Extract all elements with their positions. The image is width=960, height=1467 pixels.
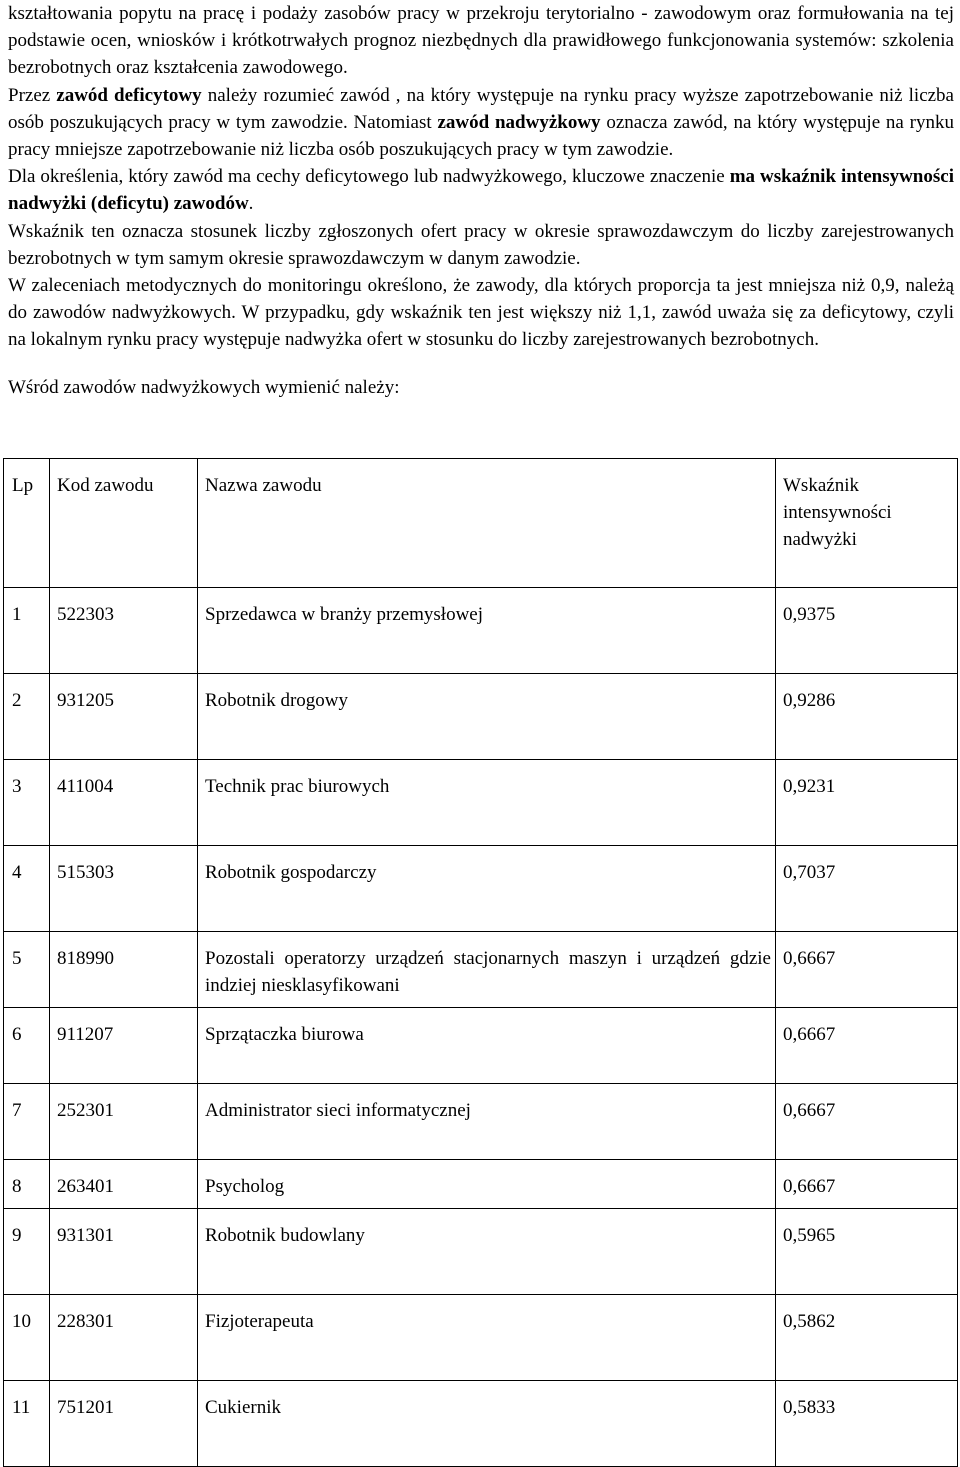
cell-lp: 6	[4, 1008, 50, 1084]
cell-name: Cukiernik	[198, 1381, 776, 1467]
cell-value: 0,5833	[776, 1381, 958, 1467]
cell-value: 0,9375	[776, 588, 958, 674]
paragraph-indicator	[8, 163, 954, 217]
header-indicator-line3: nadwyżki	[783, 529, 857, 550]
term-intensity-indicator: ma wskaźnik intensywności nadwyżki (deficytu) zawodów	[8, 166, 954, 215]
table-row	[4, 846, 958, 932]
cell-code: 818990	[50, 932, 198, 1008]
cell-name: Robotnik drogowy	[198, 674, 776, 760]
table-row	[4, 1008, 958, 1084]
cell-name: Pozostali operatorzy urządzeń stacjonarnych maszyn i urządzeń gdzie indziej niesklasyfikowani	[198, 932, 776, 1008]
cell-value: 0,6667	[776, 932, 958, 1008]
cell-value: 0,9231	[776, 760, 958, 846]
cell-name: Robotnik budowlany	[198, 1209, 776, 1295]
cell-name: Administrator sieci informatycznej	[198, 1084, 776, 1160]
paragraph-definitions	[8, 82, 954, 164]
document-page	[0, 0, 960, 401]
table-row	[4, 1381, 958, 1467]
table-row	[4, 760, 958, 846]
table-row	[4, 674, 958, 760]
header-indicator-line2: intensywności	[783, 502, 892, 523]
cell-code: 411004	[50, 760, 198, 846]
term-surplus-occupation: zawód nadwyżkowy	[437, 111, 601, 133]
cell-code: 252301	[50, 1084, 198, 1160]
table-row	[4, 1084, 958, 1160]
cell-name: Sprzątaczka biurowa	[198, 1008, 776, 1084]
cell-code: 751201	[50, 1381, 198, 1467]
text-span: oznacza zawód, na który występuje na rynku pracy mniejsze zapotrzebowanie niż liczba osób poszukujących pracy w tym zawodzie.	[8, 111, 954, 161]
cell-lp: 9	[4, 1209, 50, 1295]
cell-name: Fizjoterapeuta	[198, 1295, 776, 1381]
table-row	[4, 1295, 958, 1381]
cell-code: 228301	[50, 1295, 198, 1381]
cell-name: Technik prac biurowych	[198, 760, 776, 846]
text-span: .	[248, 193, 254, 215]
text-span: Przez	[8, 84, 57, 106]
cell-name: Sprzedawca w branży przemysłowej	[198, 588, 776, 674]
surplus-occupations-table	[3, 458, 958, 1467]
cell-value: 0,7037	[776, 846, 958, 932]
cell-lp: 1	[4, 588, 50, 674]
cell-code: 515303	[50, 846, 198, 932]
cell-code: 522303	[50, 588, 198, 674]
cell-value: 0,5965	[776, 1209, 958, 1295]
cell-lp: 10	[4, 1295, 50, 1381]
cell-value: 0,6667	[776, 1008, 958, 1084]
paragraph-intro: kształtowania popytu na pracę i podaży zasobów pracy w przekroju terytorialno - zawodowym oraz formułowania na tej podstawie ocen, wniosków i krótkotrwałych prognoz niezbędnych dla prawidłowego funkcjonowania systemów: szkolenia bezrobotnych oraz kształcenia zawodowego.	[8, 3, 954, 79]
cell-lp: 7	[4, 1084, 50, 1160]
table-row	[4, 588, 958, 674]
cell-lp: 4	[4, 846, 50, 932]
table-intro: Wśród zawodów nadwyżkowych wymienić należy:	[8, 376, 400, 398]
cell-value: 0,9286	[776, 674, 958, 760]
table-row	[4, 932, 958, 1008]
cell-value: 0,6667	[776, 1084, 958, 1160]
table-row	[4, 1209, 958, 1295]
cell-lp: 8	[4, 1160, 50, 1209]
term-deficit-occupation: zawód deficytowy	[56, 84, 202, 106]
cell-code: 931205	[50, 674, 198, 760]
header-name: Nazwa zawodu	[198, 459, 776, 588]
cell-value: 0,6667	[776, 1160, 958, 1209]
cell-name: Psycholog	[198, 1160, 776, 1209]
text-span: Dla określenia, który zawód ma cechy deficytowego lub nadwyżkowego, kluczowe znaczenie	[8, 166, 730, 188]
cell-lp: 3	[4, 760, 50, 846]
cell-lp: 5	[4, 932, 50, 1008]
cell-value: 0,5862	[776, 1295, 958, 1381]
text-span: należy rozumieć zawód , na który występuje na rynku pracy wyższe zapotrzebowanie niż liczba osób poszukujących pracy w tym zawodzie. Natomiast	[8, 84, 954, 133]
paragraph-recommendations: W zaleceniach metodycznych do monitoringu określono, że zawody, dla których proporcja ta jest mniejsza niż 0,9, należą do zawodów nadwyżkowych. W przypadku, gdy wskaźnik ten jest większy niż 1,1, zawód uważa się za deficytowy, czyli na lokalnym rynku pracy występuje nadwyżka ofert w stosunku do liczby zarejestrowanych bezrobotnych.	[8, 275, 954, 351]
header-code: Kod zawodu	[50, 459, 198, 588]
cell-name: Robotnik gospodarczy	[198, 846, 776, 932]
cell-code: 931301	[50, 1209, 198, 1295]
header-lp: Lp	[4, 459, 50, 588]
cell-code: 263401	[50, 1160, 198, 1209]
table-header-row	[4, 459, 958, 588]
cell-code: 911207	[50, 1008, 198, 1084]
header-indicator	[776, 459, 958, 588]
cell-lp: 11	[4, 1381, 50, 1467]
cell-lp: 2	[4, 674, 50, 760]
header-indicator-line1: Wskaźnik	[783, 475, 859, 496]
paragraph-indicator-definition: Wskaźnik ten oznacza stosunek liczby zgłoszonych ofert pracy w okresie sprawozdawczym do liczby zarejestrowanych bezrobotnych w tym samym okresie sprawozdawczym w danym zawodzie.	[8, 220, 954, 269]
table-row	[4, 1160, 958, 1209]
